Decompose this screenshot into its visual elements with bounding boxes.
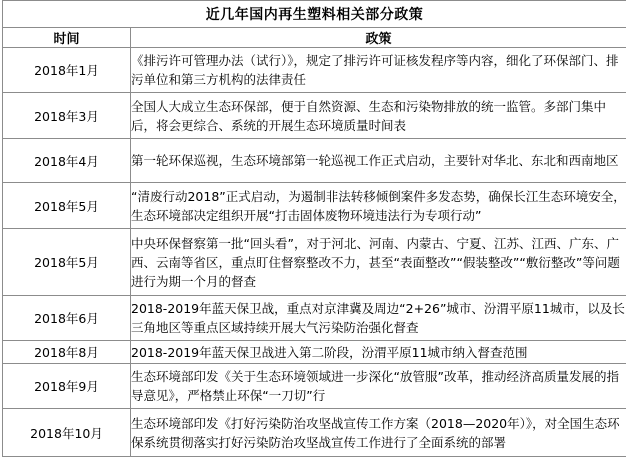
row-time: 2018年5月: [3, 183, 131, 229]
row-time: 2018年9月: [3, 364, 131, 409]
document-page: [2, 0, 626, 457]
row-policy: 生态环境部印发《打好污染防治攻坚战宣传工作方案（2018—2020年）》，对全国生态环保系统贯彻落实打好污染防治攻坚战宣传工作进行了全面系统的部署: [131, 409, 627, 457]
row-time: 2018年3月: [3, 93, 131, 139]
table-row: [3, 183, 627, 229]
row-policy: 中央环保督察第一批“回头看”，对于河北、河南、内蒙古、宁夏、江苏、江西、广东、广西、云南等省区，重点盯住督察整改不力，甚至“表面整改”“假装整改”“敷衍整改”等问题进行为期一个月的督查: [131, 229, 627, 296]
table-row: [3, 229, 627, 296]
row-time: 2018年10月: [3, 409, 131, 457]
table-row: [3, 139, 627, 183]
table-header-row: [3, 28, 627, 48]
table-row: [3, 364, 627, 409]
table-row: [3, 93, 627, 139]
column-header-policy: 政策: [131, 28, 627, 48]
row-time: 2018年6月: [3, 296, 131, 341]
table-row: [3, 48, 627, 93]
row-time: 2018年5月: [3, 229, 131, 296]
policy-table: [2, 0, 626, 457]
table-title-row: [3, 1, 627, 28]
row-policy: “清废行动2018”正式启动，为遏制非法转移倾倒案件多发态势，确保长江生态环境安全，生态环境部决定组织开展“打击固体废物环境违法行为专项行动”: [131, 183, 627, 229]
row-policy: 2018-2019年蓝天保卫战进入第二阶段，汾渭平原11城市纳入督查范围: [131, 341, 627, 364]
table-row: [3, 341, 627, 364]
row-policy: 生态环境部印发《关于生态环境领域进一步深化“放管服”改革，推动经济高质量发展的指导意见》，严格禁止环保“一刀切”行: [131, 364, 627, 409]
row-time: 2018年8月: [3, 341, 131, 364]
row-policy: 2018-2019年蓝天保卫战，重点对京津冀及周边“2+26”城市、汾渭平原11城市，以及长三角地区等重点区域持续开展大气污染防治强化督查: [131, 296, 627, 341]
column-header-time: 时间: [3, 28, 131, 48]
table-row: [3, 409, 627, 457]
row-time: 2018年1月: [3, 48, 131, 93]
table-title: 近几年国内再生塑料相关部分政策: [3, 1, 627, 28]
row-policy: 第一轮环保巡视，生态环境部第一轮巡视工作正式启动，主要针对华北、东北和西南地区: [131, 139, 627, 183]
row-time: 2018年4月: [3, 139, 131, 183]
row-policy: 《排污许可管理办法（试行）》，规定了排污许可证核发程序等内容，细化了环保部门、排污单位和第三方机构的法律责任: [131, 48, 627, 93]
table-row: [3, 296, 627, 341]
row-policy: 全国人大成立生态环保部，便于自然资源、生态和污染物排放的统一监管。多部门集中后，将会更综合、系统的开展生态环境质量时间表: [131, 93, 627, 139]
